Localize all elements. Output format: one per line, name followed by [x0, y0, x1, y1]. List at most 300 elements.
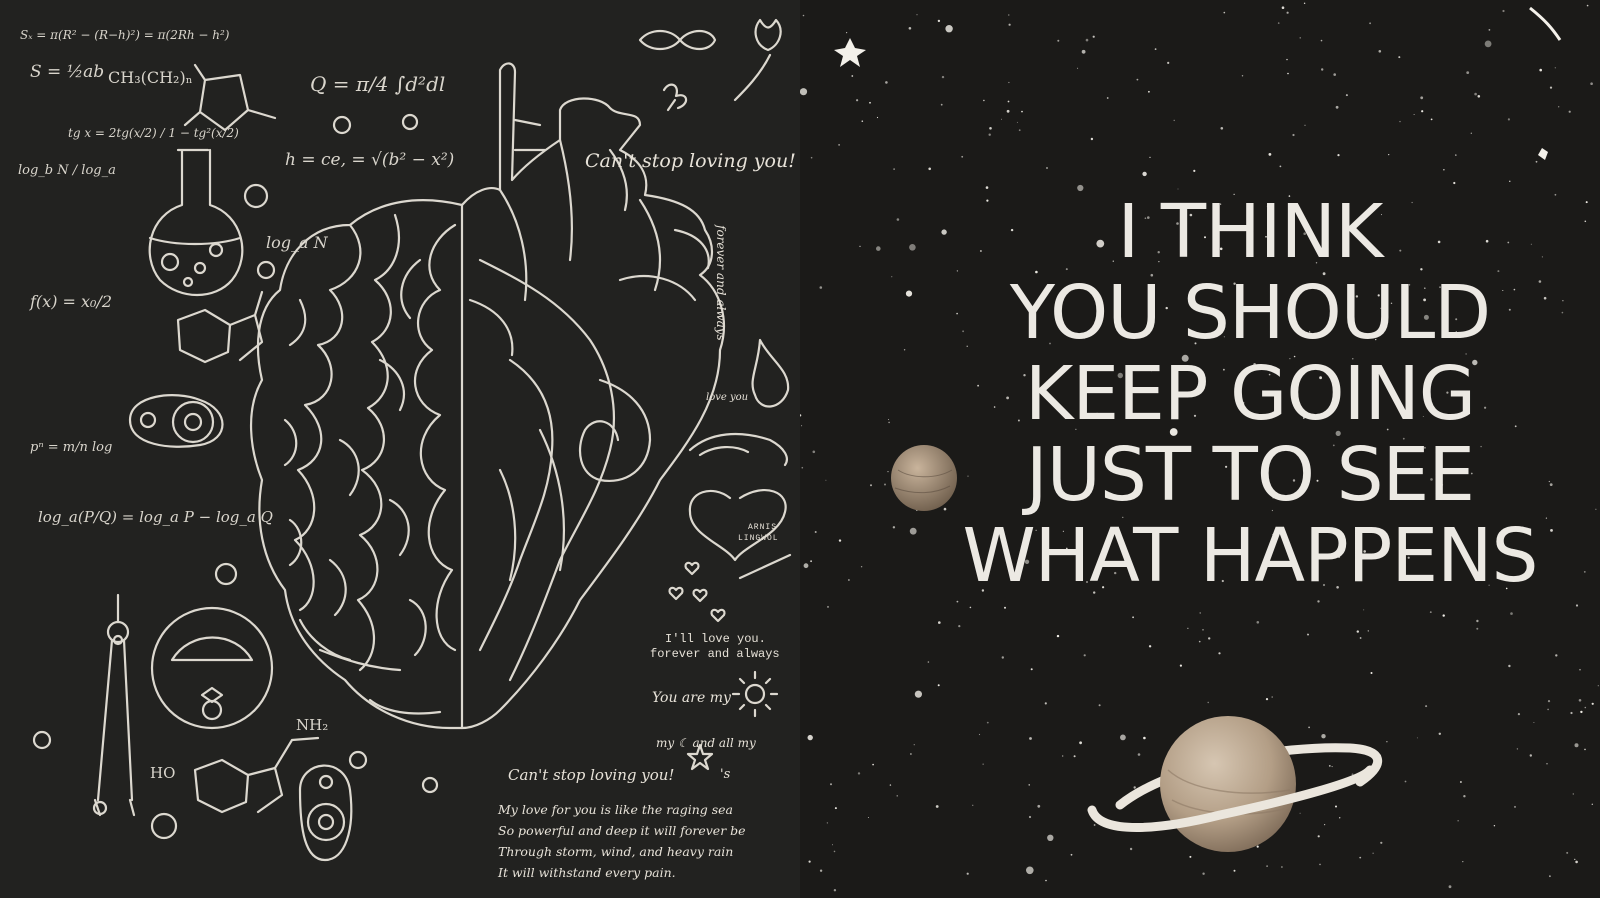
star-dot	[1009, 24, 1011, 26]
star-dot	[1425, 705, 1427, 707]
star-dot	[820, 286, 823, 289]
star-dot	[1271, 696, 1273, 698]
star-dot	[1550, 87, 1552, 89]
star-dot	[1321, 68, 1323, 70]
star-dot	[810, 560, 812, 562]
quote-line: JUST TO SEE	[1025, 432, 1475, 518]
star-dot	[1478, 95, 1481, 98]
quote-line: WHAT HAPPENS	[962, 513, 1538, 599]
star-dot	[945, 25, 952, 32]
star-dot	[803, 15, 805, 17]
star-dot	[1208, 637, 1210, 639]
star-dot	[1595, 509, 1596, 510]
star-dot	[1062, 755, 1063, 756]
star-dot	[1300, 37, 1301, 38]
star-dot	[1558, 106, 1559, 107]
star-dot	[1592, 703, 1594, 705]
star-dot	[1031, 668, 1033, 670]
star-dot	[808, 735, 813, 740]
star-dot	[897, 218, 900, 221]
star-dot	[858, 772, 860, 774]
star-dot	[1282, 6, 1285, 9]
star-dot	[1555, 654, 1557, 656]
star-dot	[1336, 106, 1339, 109]
note-love-you-line2: forever and always	[650, 647, 780, 661]
star-dot	[979, 734, 980, 735]
star-dot	[1002, 656, 1004, 658]
star-dot	[1570, 712, 1572, 714]
star-dot	[1592, 804, 1593, 805]
star-dot	[1573, 793, 1574, 794]
star-dot	[1021, 111, 1023, 113]
star-dot	[1460, 781, 1462, 783]
formula: h = ce, = √(b² − x²)	[285, 150, 455, 170]
star-dot	[961, 156, 963, 158]
star-dot	[851, 75, 853, 77]
star-dot	[1574, 859, 1575, 860]
star-dot	[1300, 813, 1301, 814]
star-dot	[1202, 629, 1204, 631]
formula: pⁿ = m/n log	[30, 440, 113, 455]
star-dot	[1292, 134, 1294, 136]
star-dot	[1208, 702, 1209, 703]
star-dot	[859, 246, 860, 247]
star-dot	[1287, 12, 1289, 14]
star-dot	[1458, 820, 1459, 821]
star-dot	[1380, 842, 1382, 844]
sun-icon	[746, 685, 764, 703]
formula: log_b N / log_a	[18, 163, 116, 178]
star-dot	[1004, 607, 1006, 609]
star-dot	[1359, 857, 1361, 859]
star-dot	[1586, 201, 1588, 203]
star-dot	[869, 102, 871, 104]
star-dot	[884, 484, 886, 486]
star-dot	[914, 744, 915, 745]
star-dot	[870, 484, 872, 486]
star-dot	[958, 625, 960, 627]
star-dot	[1077, 68, 1078, 69]
star-dot	[1373, 853, 1374, 854]
star-dot	[1587, 5, 1589, 7]
star-dot	[941, 104, 943, 106]
star-dot	[938, 20, 940, 22]
note-love-you-small: love you	[706, 392, 749, 403]
star-dot	[1420, 96, 1423, 99]
star-dot	[876, 246, 881, 251]
star-dot	[891, 276, 892, 277]
star-dot	[1466, 71, 1469, 74]
star-dot	[909, 244, 916, 251]
star-dot	[1598, 685, 1599, 686]
star-dot	[1549, 875, 1551, 877]
star-dot	[1360, 637, 1362, 639]
star-dot	[1462, 861, 1463, 862]
star-dot	[1539, 69, 1542, 72]
star-dot	[830, 783, 832, 785]
star-dot	[1257, 846, 1259, 848]
star-dot	[983, 100, 984, 101]
gauge-icon	[152, 608, 272, 728]
star-dot	[802, 467, 804, 469]
star-dot	[877, 117, 878, 118]
star-dot	[917, 14, 918, 15]
star-dot	[1449, 885, 1452, 888]
star-dot	[910, 528, 917, 535]
star-dot	[1510, 612, 1513, 615]
star-dot	[827, 822, 828, 823]
formula: NH₂	[296, 716, 329, 734]
star-dot	[861, 566, 862, 567]
star-dot	[1517, 748, 1518, 749]
star-dot	[1357, 630, 1359, 632]
star-dot	[1579, 669, 1581, 671]
star-dot	[820, 870, 822, 872]
formula: tg x = 2tg(x/2) / 1 − tg²(x/2)	[68, 126, 239, 140]
star-dot	[1580, 711, 1582, 713]
star-dot	[1474, 93, 1477, 96]
star-dot	[1304, 3, 1305, 4]
star-dot	[986, 186, 989, 189]
star-dot	[1221, 127, 1224, 130]
star-dot	[1148, 91, 1150, 93]
small-hearts-icon	[670, 563, 725, 621]
star-dot	[1536, 161, 1538, 163]
star-dot	[856, 99, 858, 101]
star-dot	[1508, 665, 1510, 667]
star-dot	[1590, 82, 1593, 85]
star-dot	[1167, 62, 1169, 64]
star-dot	[1514, 806, 1516, 808]
gear-icon	[130, 395, 223, 447]
star-dot	[987, 722, 989, 724]
star-dot	[928, 168, 931, 171]
star-dot	[1099, 704, 1101, 706]
star-dot	[1363, 609, 1364, 610]
star-dot	[1319, 864, 1321, 866]
note-you-are-my: You are my	[652, 690, 731, 706]
formula: Q = π/4 ∫d²dl	[310, 72, 446, 96]
star-dot	[1242, 75, 1243, 76]
star-dot	[938, 621, 941, 624]
star-dot	[800, 88, 807, 95]
star-dot	[1324, 824, 1325, 825]
star-dot	[1485, 41, 1492, 48]
star-dot	[1257, 621, 1260, 624]
star-dot	[1335, 806, 1337, 808]
star-dot	[1439, 733, 1441, 735]
star-dot	[888, 419, 889, 420]
star-dot	[868, 817, 869, 818]
star-dot	[1130, 848, 1132, 850]
star-dot	[1386, 741, 1387, 742]
star-dot	[1074, 755, 1076, 757]
note-my-and-all: my ☾ and all my	[656, 736, 756, 750]
star-dot	[1476, 628, 1478, 630]
formula: CH₃(CH₂)ₙ	[108, 68, 193, 87]
formula: f(x) = x₀/2	[30, 292, 113, 311]
star-dot	[1082, 50, 1086, 54]
butterfly-icon	[664, 85, 686, 110]
quote-line: YOU SHOULD	[1009, 270, 1491, 356]
quote-line: I THINK	[1117, 189, 1383, 275]
star-dot	[1057, 40, 1059, 42]
star-dot	[1576, 604, 1578, 606]
poem-line: My love for you is like the raging sea	[498, 802, 733, 817]
star-dot	[1421, 110, 1423, 112]
star-dot	[1149, 645, 1151, 647]
star-dot	[1001, 119, 1002, 120]
star-dot	[1029, 816, 1031, 818]
star-dot	[893, 168, 894, 169]
star-dot	[1584, 571, 1586, 573]
star-dot	[1584, 749, 1586, 751]
brain-illustration	[251, 200, 462, 728]
star-dot	[809, 861, 811, 863]
flame-heart-icon	[753, 340, 789, 406]
star-dot	[910, 753, 912, 755]
star-dot	[825, 480, 826, 481]
star-dot	[1566, 852, 1568, 854]
star-dot	[1585, 221, 1587, 223]
gear-icon-2	[300, 766, 351, 860]
star-dot	[1453, 182, 1455, 184]
star-dot	[1329, 765, 1331, 767]
star-dot	[1388, 154, 1389, 155]
star-dot	[989, 127, 992, 130]
star-dot	[904, 349, 905, 350]
star-dot	[909, 27, 912, 30]
star-dot	[1187, 628, 1188, 629]
star-dot	[872, 764, 874, 766]
star-dot	[1278, 22, 1280, 24]
star-dot	[1405, 781, 1407, 783]
star-dot	[1180, 665, 1182, 667]
star-dot	[1007, 110, 1010, 113]
formula: S = ½ab	[30, 62, 105, 82]
star-dot	[1509, 181, 1510, 182]
star-dot	[1548, 700, 1550, 702]
note-love-you-line1: I'll love you.	[665, 632, 766, 646]
star-dot	[827, 606, 829, 608]
star-dot	[1398, 56, 1400, 58]
star-dot	[1057, 635, 1059, 637]
star-dot	[1218, 652, 1220, 654]
star-dot	[1079, 741, 1082, 744]
flower-icon	[735, 20, 781, 100]
star-dot	[1287, 73, 1289, 75]
hands-heart-icon	[690, 434, 787, 465]
star-dot	[1463, 795, 1465, 797]
star-dot	[835, 807, 837, 809]
star-dot	[1008, 101, 1010, 103]
star-dot	[832, 844, 833, 845]
star-dot	[1337, 154, 1339, 156]
star-dot	[1494, 825, 1495, 826]
star-dot	[1321, 40, 1323, 42]
star-dot	[1200, 612, 1201, 613]
star-dot	[1346, 94, 1348, 96]
star-dot	[1202, 873, 1204, 875]
star-dot	[1546, 763, 1547, 764]
star-dot	[1071, 854, 1073, 856]
star-dot	[1077, 185, 1083, 191]
star-dot	[1431, 119, 1433, 121]
star-dot	[1234, 870, 1236, 872]
star-dot	[888, 422, 890, 424]
star-dot	[1443, 169, 1444, 170]
star-dot	[1399, 121, 1400, 122]
star-dot	[1193, 170, 1195, 172]
star-dot	[890, 784, 891, 785]
star-dot	[1155, 48, 1157, 50]
star-dot	[800, 414, 801, 416]
poem-line: Through storm, wind, and heavy rain	[498, 844, 734, 859]
star-dot	[839, 539, 841, 541]
star-dot	[1575, 743, 1579, 747]
star-dot	[1047, 835, 1053, 841]
star-dot	[1008, 82, 1009, 83]
formula: log_a N	[266, 233, 328, 252]
star-dot	[1533, 722, 1534, 723]
star-dot	[1318, 835, 1320, 837]
star-dot	[1555, 67, 1556, 68]
star-dot	[942, 76, 944, 78]
compass-icon	[94, 595, 134, 815]
star-dot	[1019, 129, 1021, 131]
star-dot	[1547, 709, 1549, 711]
star-dot	[936, 805, 939, 808]
flask-icon	[150, 150, 243, 295]
star-dot	[1371, 672, 1373, 674]
star-dot	[1308, 727, 1310, 729]
star-dot	[1093, 36, 1095, 38]
star-dot	[970, 607, 972, 609]
quote-line: KEEP GOING	[1024, 351, 1476, 437]
star-dot	[1333, 73, 1336, 76]
note-lingwol: LINGWOL	[738, 534, 779, 543]
star-dot	[848, 579, 850, 581]
star-dot	[1029, 784, 1030, 785]
motivational-quote	[920, 189, 1580, 599]
star-dot	[813, 451, 816, 454]
star-dot	[1026, 867, 1034, 875]
star-dot	[1094, 824, 1096, 826]
star-dot	[1189, 856, 1191, 858]
star-dot	[1339, 817, 1340, 818]
star-dot	[862, 120, 864, 122]
star-dot	[1579, 699, 1582, 702]
star-dot	[1084, 654, 1086, 656]
star-dot	[1269, 153, 1272, 156]
star-dot	[1530, 754, 1532, 756]
note-forever-side: forever and always	[714, 225, 728, 341]
star-dot	[834, 851, 836, 853]
star-dot	[1502, 10, 1504, 12]
star-dot	[928, 661, 930, 663]
star-dot	[1046, 167, 1048, 169]
star-dot	[1037, 805, 1040, 808]
star-dot	[1430, 611, 1432, 613]
star-dot	[1045, 702, 1047, 704]
poem-line: It will withstand every pain.	[498, 865, 676, 880]
star-dot	[915, 691, 922, 698]
formula: HO	[150, 764, 176, 782]
star-dot	[1008, 14, 1009, 15]
star-dot	[972, 805, 973, 806]
star-dot	[1224, 12, 1226, 14]
star-dot	[1138, 753, 1141, 756]
star-dot	[1137, 79, 1139, 81]
star-dot	[1307, 634, 1309, 636]
star-dot	[1443, 614, 1445, 616]
star-dot	[1585, 707, 1587, 709]
star-dot	[1518, 713, 1520, 715]
note-arnis: ARNIS	[748, 523, 778, 532]
poem-line: So powerful and deep it will forever be	[498, 823, 746, 838]
starry-quote-panel	[800, 0, 1600, 898]
star-dot	[1149, 157, 1150, 158]
formula: Sₓ = π(R² − (R−h)²) = π(2Rh − h²)	[20, 28, 230, 42]
star-dot	[1266, 865, 1268, 867]
note-cant-stop-bottom: Can't stop loving you!	[508, 766, 675, 784]
star-dot	[1575, 861, 1578, 864]
star-dot	[1142, 172, 1146, 176]
planet-icon	[1092, 716, 1378, 852]
note-cant-stop-top: Can't stop loving you!	[585, 150, 796, 172]
star-dot	[989, 134, 991, 136]
star-dot	[1017, 122, 1018, 123]
star-dot	[1368, 630, 1369, 631]
star-dot	[1476, 620, 1478, 622]
star-dot	[938, 684, 940, 686]
formula: log_a(P/Q) = log_a P − log_a Q	[38, 508, 273, 526]
star-icon	[834, 38, 866, 67]
star-dot	[1321, 734, 1325, 738]
star-dot	[1132, 616, 1134, 618]
star-dot	[1045, 880, 1047, 882]
star-dot	[1414, 114, 1415, 115]
infinity-icon	[640, 31, 715, 49]
star-dot	[957, 601, 959, 603]
star-dot	[885, 81, 888, 84]
star-dot	[804, 563, 809, 568]
star-dot	[906, 291, 912, 297]
star-dot	[1379, 50, 1382, 53]
star-dot	[1569, 111, 1571, 113]
star-dot	[1029, 737, 1032, 740]
star-dot	[1286, 59, 1287, 60]
star-dot	[1508, 118, 1510, 120]
star-dot	[801, 425, 802, 426]
star-dot	[1317, 600, 1319, 602]
star-dot	[1143, 737, 1146, 740]
star-dot	[887, 471, 888, 472]
star-dot	[897, 795, 898, 796]
star-dot	[1107, 97, 1109, 99]
star-dot	[1091, 138, 1093, 140]
star-dot	[1471, 133, 1472, 134]
star-dot	[1417, 737, 1418, 738]
star-dot	[1281, 866, 1283, 868]
note-stars-suffix: 's	[720, 767, 731, 782]
star-dot	[1120, 735, 1126, 741]
star-dot	[834, 889, 836, 891]
star-dot	[893, 526, 895, 528]
star-dot	[815, 531, 817, 533]
star-dot	[846, 32, 847, 33]
star-dot	[1489, 29, 1491, 31]
